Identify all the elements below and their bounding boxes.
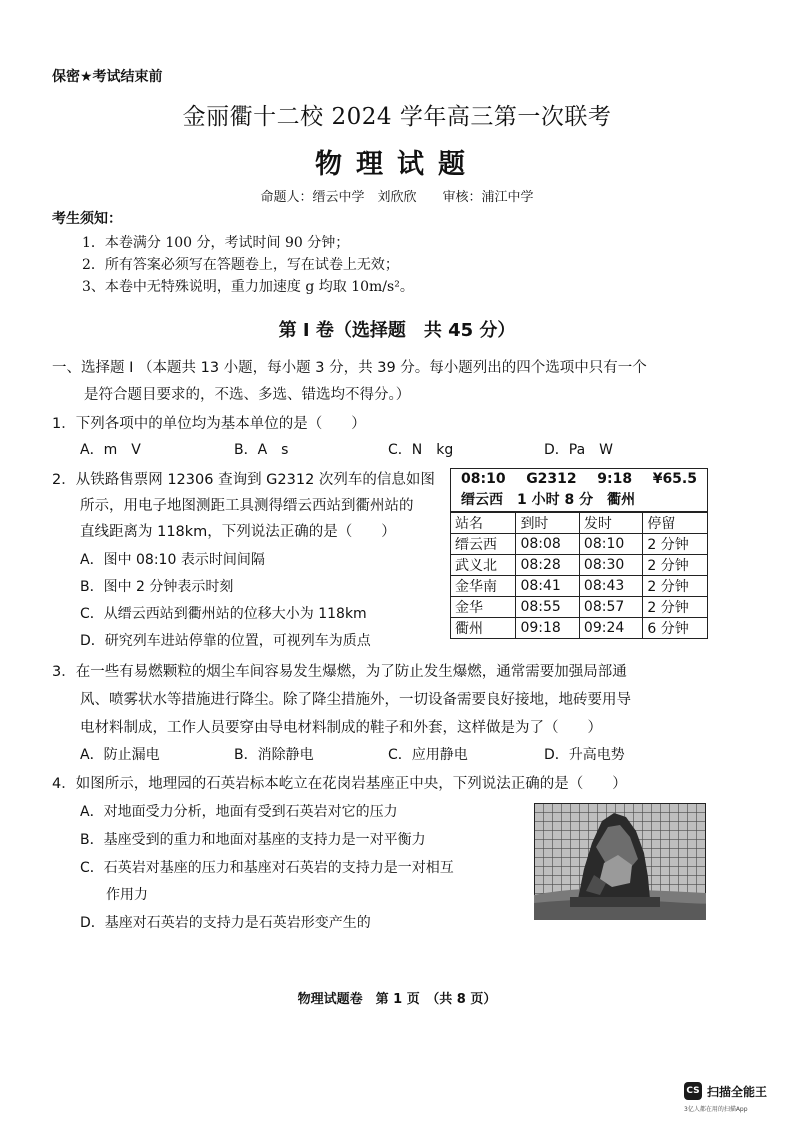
station-name: 衢州 bbox=[451, 618, 516, 639]
stop-duration: 2 分钟 bbox=[643, 534, 707, 555]
quartzite-photo bbox=[534, 803, 706, 920]
stop-duration: 2 分钟 bbox=[643, 576, 707, 597]
q3-option-b: B．消除静电 bbox=[234, 747, 314, 763]
q4-option-a: A．对地面受力分析，地面有受到石英岩对它的压力 bbox=[80, 804, 398, 820]
subject-title: 物理试题 bbox=[315, 149, 479, 180]
column-header: 停留 bbox=[643, 513, 707, 534]
question-3-stem: 电材料制成，工作人员要穿由导电材料制成的鞋子和外套，这样做是为了（ ） bbox=[80, 720, 602, 736]
origin-station: 缙云西 bbox=[461, 492, 503, 508]
q3-option-d: D．升高电势 bbox=[544, 747, 625, 763]
notice-item: 2．所有答案必须写在答题卷上，写在试卷上无效； bbox=[82, 257, 399, 273]
q2-option-d: D．研究列车进站停靠的位置，可视列车为质点 bbox=[80, 633, 371, 649]
trip-duration: 1 小时 8 分 bbox=[517, 492, 594, 508]
quartzite-image bbox=[534, 803, 706, 920]
arrival-time: 08:28 bbox=[516, 555, 579, 576]
table-row bbox=[451, 555, 707, 576]
column-header: 到时 bbox=[516, 513, 579, 534]
section-instructions-cont: 是符合题目要求的，不选、多选、错选均不得分。） bbox=[84, 387, 411, 403]
destination-station: 衢州 bbox=[607, 492, 636, 508]
part-title: 第 I 卷（选择题 共 45 分） bbox=[278, 320, 516, 341]
q4-option-d: D．基座对石英岩的支持力是石英岩形变产生的 bbox=[80, 915, 371, 931]
scanner-watermark bbox=[684, 1082, 767, 1100]
q1-option-a: A．m V bbox=[80, 442, 141, 458]
column-header: 发时 bbox=[579, 513, 642, 534]
q1-option-c: C．N kg bbox=[388, 442, 454, 458]
table-row bbox=[451, 576, 707, 597]
departure-time: 08:57 bbox=[579, 597, 642, 618]
table-header-row bbox=[451, 513, 707, 534]
author-line: 命题人：缙云中学 刘欣欣 审核：浦江中学 bbox=[260, 190, 534, 205]
question-3-stem: 风、喷雾状水等措施进行降尘。除了降尘措施外，一切设备需要良好接地，地砖要用导 bbox=[80, 692, 631, 708]
q4-option-c-cont: 作用力 bbox=[106, 887, 148, 903]
exam-title: 金丽衢十二校 2024 学年高三第一次联考 bbox=[182, 104, 612, 130]
question-2-stem: 所示，用电子地图测距工具测得缙云西站到衢州站的 bbox=[80, 498, 414, 514]
arrival-time: 08:41 bbox=[516, 576, 579, 597]
question-3-stem: 3．在一些有易燃颗粒的烟尘车间容易发生爆燃，为了防止发生爆燃，通常需要加强局部通 bbox=[52, 664, 627, 680]
confidential-label: 保密★考试结束前 bbox=[52, 69, 163, 85]
notice-item: 3、本卷中无特殊说明，重力加速度 g 均取 10m/s²。 bbox=[82, 279, 414, 295]
q3-option-c: C．应用静电 bbox=[388, 747, 468, 763]
stop-duration: 6 分钟 bbox=[643, 618, 707, 639]
q4-option-c: C．石英岩对基座的压力和基座对石英岩的支持力是一对相互 bbox=[80, 860, 454, 876]
table-row bbox=[451, 597, 707, 618]
q1-option-b: B．A s bbox=[234, 442, 289, 458]
stop-duration: 2 分钟 bbox=[643, 597, 707, 618]
question-2-stem: 直线距离为 118km，下列说法正确的是（ ） bbox=[80, 524, 396, 540]
train-route-row bbox=[451, 490, 707, 512]
q2-option-a: A．图中 08:10 表示时间间隔 bbox=[80, 552, 265, 568]
table-row bbox=[451, 534, 707, 555]
station-table bbox=[451, 512, 707, 638]
arrive-time: 9:18 bbox=[597, 471, 633, 487]
q3-option-a: A．防止漏电 bbox=[80, 747, 160, 763]
arrival-time: 08:55 bbox=[516, 597, 579, 618]
question-4-stem: 4．如图所示，地理园的石英岩标本屹立在花岗岩基座正中央，下列说法正确的是（ ） bbox=[52, 776, 627, 792]
station-name: 缙云西 bbox=[451, 534, 516, 555]
arrival-time: 08:08 bbox=[516, 534, 579, 555]
arrival-time: 09:18 bbox=[516, 618, 579, 639]
question-1-stem: 1．下列各项中的单位均为基本单位的是（ ） bbox=[52, 416, 366, 432]
q2-option-b: B．图中 2 分钟表示时刻 bbox=[80, 579, 234, 595]
q1-option-d: D．Pa W bbox=[544, 442, 614, 458]
departure-time: 08:10 bbox=[579, 534, 642, 555]
notice-item: 1．本卷满分 100 分，考试时间 90 分钟； bbox=[82, 235, 350, 251]
departure-time: 08:30 bbox=[579, 555, 642, 576]
train-number: G2312 bbox=[526, 471, 577, 487]
ticket-price: ¥65.5 bbox=[652, 471, 697, 487]
table-row bbox=[451, 618, 707, 639]
q4-option-b: B．基座受到的重力和地面对基座的支持力是一对平衡力 bbox=[80, 832, 426, 848]
section-instructions: 一、选择题 I （本题共 13 小题，每小题 3 分，共 39 分。每小题列出的四个选项中只有一个 bbox=[52, 360, 647, 376]
scanner-tagline: 3亿人都在用的扫描App bbox=[684, 1106, 748, 1113]
notice-heading: 考生须知： bbox=[52, 211, 122, 227]
q2-option-c: C．从缙云西站到衢州站的位移大小为 118km bbox=[80, 606, 367, 622]
question-2-stem: 2．从铁路售票网 12306 查询到 G2312 次列车的信息如图 bbox=[52, 472, 435, 488]
column-header: 站名 bbox=[451, 513, 516, 534]
departure-time: 09:24 bbox=[579, 618, 642, 639]
train-header-row bbox=[451, 469, 707, 490]
departure-time: 08:43 bbox=[579, 576, 642, 597]
stop-duration: 2 分钟 bbox=[643, 555, 707, 576]
station-name: 武义北 bbox=[451, 555, 516, 576]
scanner-app-name: 扫描全能王 bbox=[707, 1084, 768, 1099]
depart-time: 08:10 bbox=[461, 471, 506, 487]
camscanner-logo-icon: CS bbox=[684, 1082, 702, 1100]
station-name: 金华南 bbox=[451, 576, 516, 597]
page-footer: 物理试题卷 第 1 页 （共 8 页） bbox=[297, 992, 497, 1007]
station-name: 金华 bbox=[451, 597, 516, 618]
train-schedule-table bbox=[450, 468, 708, 639]
